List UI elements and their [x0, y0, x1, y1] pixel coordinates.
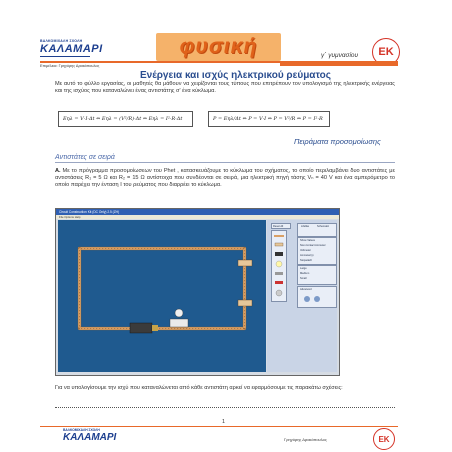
sim-menu-bar: File Options Help	[56, 215, 339, 219]
ammeter-icon	[170, 319, 188, 327]
paragraph-a-text: Με το πρόγραμμα προσομοίωσεων του Phet , κατασκευάζουμε το κύκλωμα του σχήματος, το οποίο περιλαμβάνει δυο αντιστάτες με αντιστάσεις R₁ = 5 Ω και R₂ = 15 Ω αντίστοιχα που συνδέονται σε σειρά, μια ηλεκτρική πηγή τάσης Vₙ = 40 V και ένα αμπερόμετρο το οποίο παρέχει την ένταση I του ρεύματος που διαρρέει το κύκλωμα.	[55, 168, 395, 189]
check-stopwatch[interactable]: Stopwatch	[300, 259, 313, 262]
size-small[interactable]: Small	[300, 277, 307, 280]
phet-simulation-screenshot	[55, 208, 340, 376]
battery-icon	[130, 323, 152, 333]
section-title: Αντιστάτες σε σειρά	[55, 154, 115, 161]
sim-window-title: Circuit Construction Kit (DC Only) 2.5 (ZH)	[56, 209, 339, 215]
tools-checkbox-box	[297, 237, 337, 265]
circuit-wires	[78, 247, 246, 330]
size-options-box	[297, 265, 337, 285]
light-bulb-tool-icon	[276, 290, 282, 296]
check-show-values[interactable]: Show Values	[300, 239, 315, 242]
view-options-box	[297, 223, 337, 237]
component-toolbox	[271, 230, 287, 302]
sim-control-panel	[267, 220, 337, 372]
grade-label: γ΄ γυμνασίου	[321, 52, 359, 59]
wire-tool-icon	[274, 235, 284, 237]
footer-ek-logo-icon	[373, 428, 395, 450]
advanced-box	[297, 286, 337, 308]
answer-line[interactable]	[55, 407, 395, 408]
header-rule-accent	[280, 63, 398, 66]
size-medium[interactable]: Medium	[300, 272, 310, 275]
footer-author: Γρηγόρης Δρακόπουλος	[284, 437, 327, 442]
paragraph-a	[55, 168, 395, 190]
question-paragraph: Για να υπολογίσουμε την ισχύ που καταναλώνεται από κάθε αντιστάτη αρκεί να εφαρμόσουμε τις παρακάτω σχέσεις:	[55, 385, 343, 391]
zoom-controls	[299, 292, 335, 306]
intro-paragraph: Με αυτό το φύλλο εργασίας, οι μαθητές θα μάθουν να χειρίζονται τους τύπους που επιτρέπουν τον υπολογισμό της ηλεκτρικής ενέργειας και της ισχύος που καταναλώνει ένας αντιστάτης σ' ένα κύκλωμα.	[55, 81, 395, 95]
switch-tool-icon	[275, 272, 283, 275]
paragraph-a-label: Α.	[55, 168, 61, 174]
resistor-r1-icon	[238, 260, 252, 266]
grab-bag-tool-icon	[275, 281, 283, 284]
school-name-small: ΒΑΛΚΟΜΙΧΑΛΗ ΣΧΟΛΗ	[40, 39, 83, 43]
section-rule	[55, 162, 395, 163]
bulb-tool-icon	[276, 261, 282, 267]
zoom-out-icon	[314, 296, 320, 302]
logo-text: EK	[378, 46, 394, 58]
author-credit: Επιμέλεια: Γρηγόρης Δρακόπουλος	[40, 64, 100, 68]
check-ammeter[interactable]: Ammeter(s)	[300, 254, 314, 257]
school-name: ΚΑΛΑΜΑΡΙ	[40, 43, 103, 55]
reset-all-label: Reset All	[273, 224, 284, 228]
check-voltmeter[interactable]: Voltmeter	[300, 249, 311, 252]
power-formula-box: P = Eηλ/Δt ⇔ P = V·I ⇔ P = V²/R ⇔ P = I²·R	[208, 111, 330, 127]
simulation-heading: Πειράματα προσομοίωσης	[294, 137, 381, 146]
footer-logo-text: EK	[378, 434, 390, 444]
sim-circuit-canvas	[58, 220, 266, 372]
school-underline	[40, 56, 90, 57]
size-large[interactable]: Large	[300, 267, 307, 270]
resistor-tool-icon	[275, 243, 283, 246]
option-lifelike[interactable]: Lifelike	[301, 225, 310, 228]
energy-formula-box: Eηλ = V·I·Δt ⇔ Eηλ = (V²/R)·Δt ⇔ Eηλ = I²·R·Δt	[58, 111, 193, 127]
footer-rule	[40, 426, 398, 427]
option-schematic[interactable]: Schematic	[317, 225, 330, 228]
ammeter-probe-icon	[175, 309, 183, 317]
reset-all-button[interactable]	[271, 223, 291, 229]
footer-school-small: ΒΑΛΚΟΜΙΧΑΛΗ ΣΧΟΛΗ	[63, 428, 100, 432]
footer-school-name: ΚΑΛΑΜΑΡΙ	[63, 432, 117, 443]
page-number: 1	[222, 419, 226, 425]
resistor-r2-icon	[238, 300, 252, 306]
subject-banner	[156, 33, 281, 61]
toolbox-icons	[272, 231, 286, 301]
circuit-diagram	[58, 220, 266, 372]
wire-beads	[78, 247, 246, 330]
document-title: Ενέργεια και ισχύς ηλεκτρικού ρεύματος	[140, 70, 331, 81]
zoom-in-icon	[304, 296, 310, 302]
battery-cap	[152, 325, 158, 331]
advanced-label[interactable]: Advanced	[300, 288, 312, 291]
check-noncontact-ammeter[interactable]: Non-Contact Ammeter	[300, 244, 326, 247]
subject-title: φυσική	[179, 35, 258, 58]
battery-tool-icon	[275, 252, 283, 256]
